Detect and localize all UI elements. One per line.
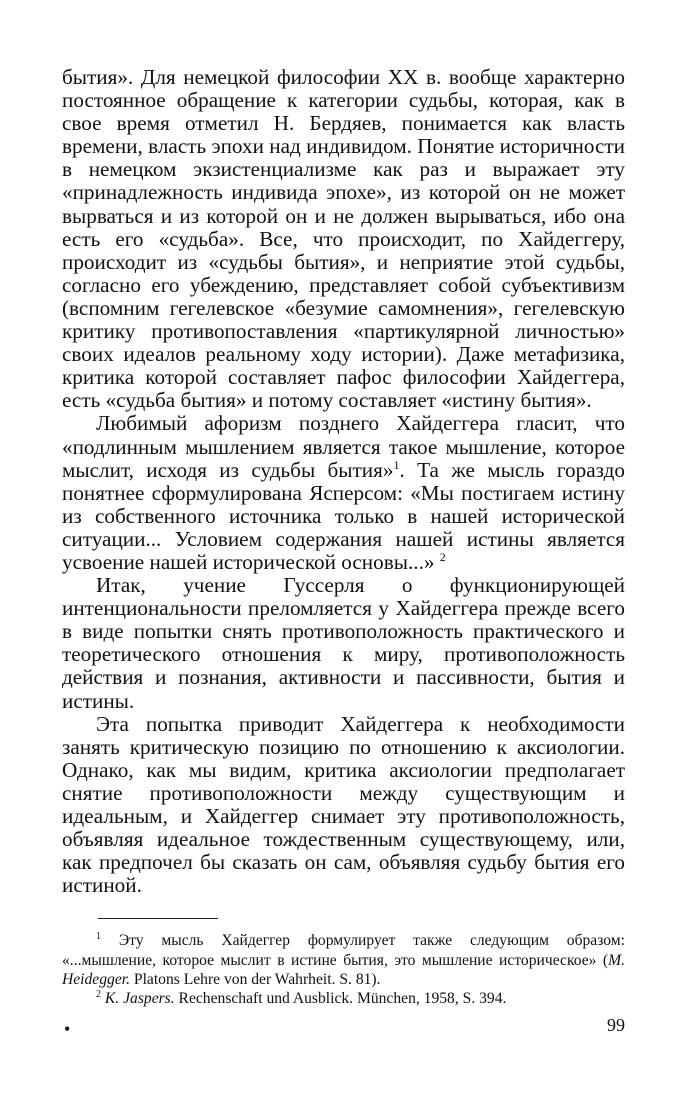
footnote-2-author: K. Jaspers. (104, 989, 175, 1007)
footnote-1-author: M. Heidegger. (62, 951, 625, 988)
paragraph-3: Итак, учение Гуссерля о функционирующей интенциональности преломляется у Хайдеггера прежде всего в виде попытки снять противоположность практического и теоретического отношения к миру, противоположность действия и познания, активности и пассивности, бытия и истины. (62, 573, 625, 713)
footnote-2-source: Rechenschaft und Ausblick. München, 1958, S. 394. (174, 989, 507, 1007)
footnote-1-mark: 1 (96, 931, 101, 943)
footnote-ref-1[interactable]: 1 (393, 457, 400, 472)
paragraph-2 (62, 412, 625, 574)
footnote-divider (98, 918, 218, 919)
paragraph-2-continuation: . Та же мысль гораздо понятнее сформулирована Ясперсом: «Мы постигаем истину из собственного источника только в нашей исторической ситуации... Условием содержания нашей истины является усвоение нашей исторической основы...» (62, 457, 625, 574)
footnote-ref-2[interactable]: 2 (439, 549, 446, 564)
paragraph-4: Эта попытка приводит Хайдеггера к необходимости занять критическую позицию по отношению к аксиологии. Однако, как мы видим, критика аксиологии предполагает снятие противоположности между существующим и идеальным, и Хайдеггер снимает эту противоположность, объявляя идеальное тождественным существующему, или, как предпочел бы сказать он сам, объявляя судьбу бытия его истиной. (62, 711, 625, 898)
footnote-2 (62, 989, 625, 1008)
footnote-1-source: Platons Lehre von der Wahrheit. S. 81). (130, 970, 381, 988)
footnote-2-mark: 2 (96, 988, 101, 1000)
footnote-1 (62, 931, 625, 989)
bullet-mark: • (64, 1019, 71, 1039)
footnote-1-text: Эту мысль Хайдеггер формулирует также следующим образом: «...мышление, которое мыслит в истине бытия, это мышление историческое» ( (62, 932, 625, 969)
paragraph-1: бытия». Для немецкой философии XX в. вообще характерно постоянное обращение к категории судьбы, которая, как в свое время отметил Н. Бердяев, понимается как власть времени, власть эпохи над индивидом. Понятие историчности в немецком экзистенциализме как раз и выражает эту «принадлежность индивида эпохе», из которой он не может вырваться и из которой он и не должен вырываться, ибо она есть его «судьба». Все, что происходит, по Хайдеггеру, происходит из «судьбы бытия», и неприятие этой судьбы, согласно его убеждению, представляет собой субъективизм (вспомним гегелевское «безумие самомнения», гегелевскую критику противопоставления «партикулярной личностью» своих идеалов реальному ходу истории). Даже метафизика, критика которой составляет пафос философии Хайдеггера, есть «судьба бытия» и потому составляет «истину бытия». (62, 65, 625, 413)
page-number: 99 (607, 1015, 625, 1035)
paragraph-2-text: Любимый афоризм позднего Хайдеггера гласит, что «подлинным мышлением является такое мышление, которое мыслит, исходя из судьбы бытия» (62, 411, 625, 482)
